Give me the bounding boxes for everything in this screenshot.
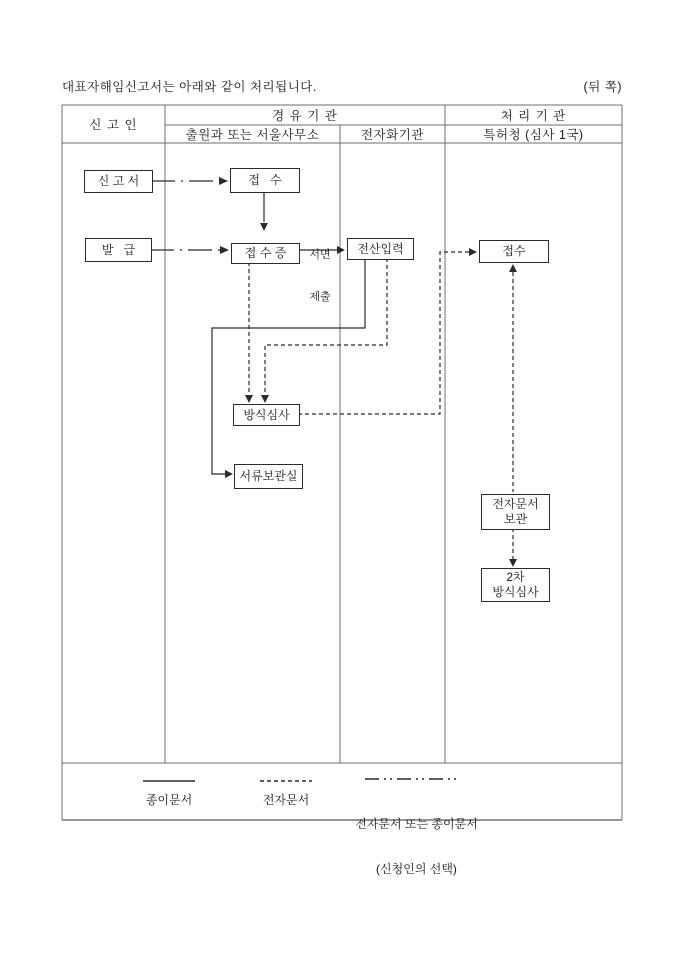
legend-label-either-line2: (신청인의 선택)	[376, 862, 457, 876]
flow-box-issue: 발 급	[85, 238, 152, 262]
header-cell-via-group: 경 유 기 관	[272, 109, 338, 123]
arrowhead-issue-to-slip	[220, 246, 229, 254]
flow-box-second-formality-check	[481, 568, 550, 602]
legend-label-paper: 종이문서	[145, 793, 193, 807]
paper-submit-label-line2: 제출	[309, 291, 331, 303]
flow-box-document-storage: 서류보관실	[234, 464, 303, 489]
legend-label-electronic: 전자문서	[262, 793, 310, 807]
flow-box-report: 신 고 서	[84, 170, 153, 193]
arrowhead-input-to-formality	[261, 395, 269, 403]
paper-submit-label-line1: 서면	[309, 249, 331, 261]
header-cell-processing-group: 처 리 기 관	[500, 109, 567, 123]
back-side-note: (뒤 쪽)	[583, 80, 622, 94]
paper-submit-label	[303, 220, 337, 332]
arrowhead-receive-to-slip	[260, 223, 268, 231]
connector-input-to-storage	[212, 258, 365, 474]
flow-box-edoc-storage	[481, 494, 550, 530]
arrowhead-slip-to-input	[337, 246, 345, 254]
legend-label-either-line1: 전자문서 또는 종이문서	[355, 817, 478, 831]
table-grid	[62, 105, 622, 820]
flow-box-receipt-slip: 접 수 증	[231, 243, 300, 264]
arrowheads	[219, 177, 517, 567]
legend-samples	[143, 779, 458, 781]
header-cell-via-2: 전자화기관	[361, 128, 424, 142]
page-title: 대표자해임신고서는 아래와 같이 처리됩니다.	[62, 80, 317, 94]
edoc-storage-line1: 전자문서	[492, 497, 539, 511]
second-check-line1: 2차	[506, 570, 525, 584]
arrowhead-slip-to-formality	[245, 395, 253, 403]
header-cell-via-1: 출원과 또는 서울사무소	[185, 128, 320, 142]
header-cell-applicant: 신 고 인	[89, 118, 138, 132]
header-cell-processing-col: 특허청 (심사 1국)	[483, 128, 584, 142]
arrowhead-edoc-to-receive2	[509, 264, 517, 272]
arrowhead-edoc-to-second-check	[509, 559, 517, 567]
arrowhead-report-to-receive	[219, 177, 228, 185]
legend-label-either	[338, 787, 495, 907]
arrowhead-formality-to-receive2	[469, 248, 477, 256]
second-check-line2: 방식심사	[492, 585, 539, 599]
flow-box-receive: 접 수	[230, 168, 300, 193]
flow-box-receive2: 접수	[479, 240, 549, 263]
flow-box-formality-check: 방식심사	[233, 404, 300, 426]
arrowhead-input-to-storage	[225, 470, 233, 478]
edoc-storage-line2: 보관	[503, 512, 528, 526]
flow-box-computer-input: 전산입력	[347, 238, 414, 260]
